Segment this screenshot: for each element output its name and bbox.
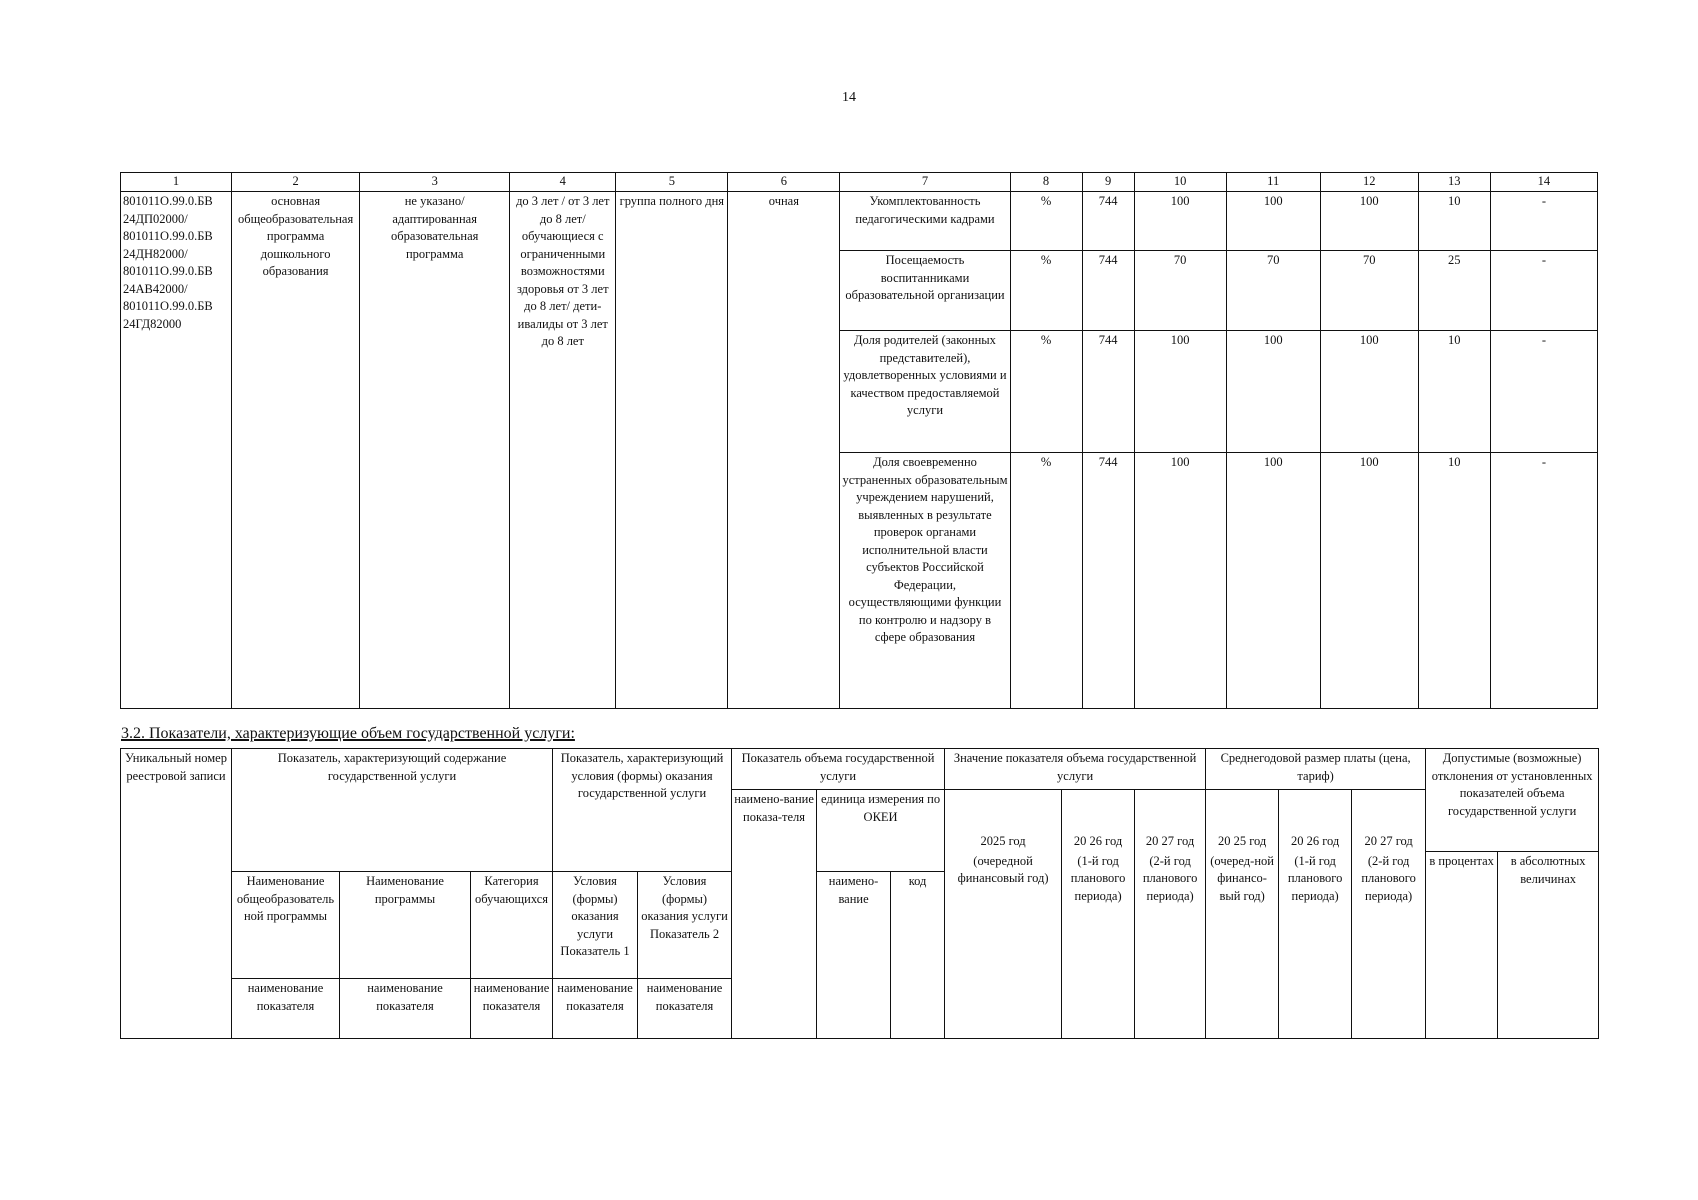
quality-indicators-table <box>120 172 1598 709</box>
header-okei-code: код <box>891 872 945 1039</box>
deviation-percent: 10 <box>1418 192 1490 251</box>
deviation-absolute: - <box>1490 331 1597 453</box>
header-indicator-label: наименование показателя <box>553 979 638 1039</box>
value-2026: 70 <box>1226 251 1320 331</box>
deviation-percent: 10 <box>1418 453 1490 709</box>
header-program: Наименование программы <box>340 872 471 979</box>
age-category: до 3 лет / от 3 лет до 8 лет/ обучающиеся с ограниченными возможностями здоровья от 3 лет до 8 лет/ дети-ивалиды от 3 лет до 8 лет <box>510 192 616 709</box>
col-num: 14 <box>1490 173 1597 192</box>
value-2025: 100 <box>1134 192 1226 251</box>
value-2027: 100 <box>1320 453 1418 709</box>
header-fee-2027-note: (2-й год планового периода) <box>1352 852 1426 1039</box>
value-2025: 100 <box>1134 331 1226 453</box>
header-okei-name: наимено-вание <box>817 872 891 1039</box>
header-indicator-name: наимено-вание показа-теля <box>732 790 817 1039</box>
value-2026: 100 <box>1226 453 1320 709</box>
header-condition-2: Условия (формы) оказания услуги Показатель 2 <box>638 872 732 979</box>
header-deviation: Допустимые (возможные) отклонения от установленных показателей объема государственной услуги <box>1426 749 1599 852</box>
header-year-2025: 2025 год <box>945 790 1062 852</box>
header-content-indicator: Показатель, характеризующий содержание государственной услуги <box>232 749 553 872</box>
header-unique-number: Уникальный номер реестровой записи <box>121 749 232 1039</box>
header-fee: Среднегодовой размер платы (цена, тариф) <box>1206 749 1426 790</box>
value-2026: 100 <box>1226 331 1320 453</box>
table-row <box>121 192 1598 251</box>
header-volume-indicator: Показатель объема государственной услуги <box>732 749 945 790</box>
group-type: группа полного дня <box>616 192 728 709</box>
header-row <box>121 749 1599 790</box>
header-fee-2027: 20 27 год <box>1352 790 1426 852</box>
header-year-2026: 20 26 год <box>1062 790 1135 852</box>
service-form: очная <box>728 192 840 709</box>
col-num: 11 <box>1226 173 1320 192</box>
header-okei-spacer <box>817 852 945 872</box>
deviation-absolute: - <box>1490 192 1597 251</box>
header-fee-2025-note: (очеред-ной финансо-вый год) <box>1206 852 1279 1039</box>
header-fee-2026-note: (1-й год планового периода) <box>1279 852 1352 1039</box>
header-year-2027: 20 27 год <box>1135 790 1206 852</box>
indicator-unit: % <box>1010 453 1082 709</box>
column-number-row <box>121 173 1598 192</box>
col-num: 8 <box>1010 173 1082 192</box>
indicator-code: 744 <box>1082 192 1134 251</box>
value-2027: 100 <box>1320 331 1418 453</box>
header-indicator-label: наименование показателя <box>232 979 340 1039</box>
value-2025: 70 <box>1134 251 1226 331</box>
header-year-2026-note: (1-й год планового периода) <box>1062 852 1135 1039</box>
header-conditions-indicator: Показатель, характеризующий условия (формы) оказания государственной услуги <box>553 749 732 872</box>
indicator-code: 744 <box>1082 453 1134 709</box>
header-program-name: Наименование общеобразовательной программы <box>232 872 340 979</box>
indicator-name: Доля родителей (законных представителей), удовлетворенных условиями и качеством предоставляемой услуги <box>840 331 1010 453</box>
header-volume-value: Значение показателя объема государственной услуги <box>945 749 1206 790</box>
col-num: 9 <box>1082 173 1134 192</box>
volume-indicators-table <box>120 748 1599 1039</box>
col-num: 5 <box>616 173 728 192</box>
indicator-unit: % <box>1010 192 1082 251</box>
section-title: 3.2. Показатели, характеризующие объем государственной услуги: <box>121 725 575 742</box>
header-year-2025-note: (очередной финансовый год) <box>945 852 1062 1039</box>
program-type: не указано/ адаптированная образовательная программа <box>360 192 510 709</box>
header-year-2027-note: (2-й год планового периода) <box>1135 852 1206 1039</box>
value-2027: 100 <box>1320 192 1418 251</box>
indicator-unit: % <box>1010 331 1082 453</box>
deviation-percent: 25 <box>1418 251 1490 331</box>
indicator-code: 744 <box>1082 331 1134 453</box>
indicator-name: Доля своевременно устраненных образовательным учреждением нарушений, выявленных в результате проверок органами исполнительной власти субъектов Российской Федерации, осуществляющими функции по контролю и надзору в сфере образования <box>840 453 1010 709</box>
header-okei: единица измерения по ОКЕИ <box>817 790 945 852</box>
header-fee-2026: 20 26 год <box>1279 790 1352 852</box>
col-num: 3 <box>360 173 510 192</box>
indicator-name: Укомплектованность педагогическими кадрами <box>840 192 1010 251</box>
header-condition-1: Условия (формы) оказания услуги Показатель 1 <box>553 872 638 979</box>
header-indicator-label: наименование показателя <box>340 979 471 1039</box>
registry-number: 801011О.99.0.БВ 24ДП02000/ 801011О.99.0.БВ 24ДН82000/ 801011О.99.0.БВ 24АВ42000/ 801011О.99.0.БВ 24ГД82000 <box>121 192 232 709</box>
col-num: 12 <box>1320 173 1418 192</box>
value-2026: 100 <box>1226 192 1320 251</box>
deviation-percent: 10 <box>1418 331 1490 453</box>
indicator-name: Посещаемость воспитанниками образовательной организации <box>840 251 1010 331</box>
deviation-absolute: - <box>1490 251 1597 331</box>
col-num: 10 <box>1134 173 1226 192</box>
deviation-absolute: - <box>1490 453 1597 709</box>
header-deviation-percent: в процентах <box>1426 852 1498 1039</box>
header-deviation-absolute: в абсолютных величинах <box>1498 852 1599 1039</box>
col-num: 4 <box>510 173 616 192</box>
indicator-code: 744 <box>1082 251 1134 331</box>
header-fee-2025: 20 25 год <box>1206 790 1279 852</box>
header-indicator-label: наименование показателя <box>638 979 732 1039</box>
page-number: 14 <box>842 90 856 105</box>
header-indicator-label: наименование показателя <box>471 979 553 1039</box>
value-2027: 70 <box>1320 251 1418 331</box>
header-category: Категория обучающихся <box>471 872 553 979</box>
indicator-unit: % <box>1010 251 1082 331</box>
value-2025: 100 <box>1134 453 1226 709</box>
program-name: основная общеобразовательная программа дошкольного образования <box>232 192 360 709</box>
col-num: 1 <box>121 173 232 192</box>
col-num: 2 <box>232 173 360 192</box>
col-num: 13 <box>1418 173 1490 192</box>
col-num: 6 <box>728 173 840 192</box>
col-num: 7 <box>840 173 1010 192</box>
